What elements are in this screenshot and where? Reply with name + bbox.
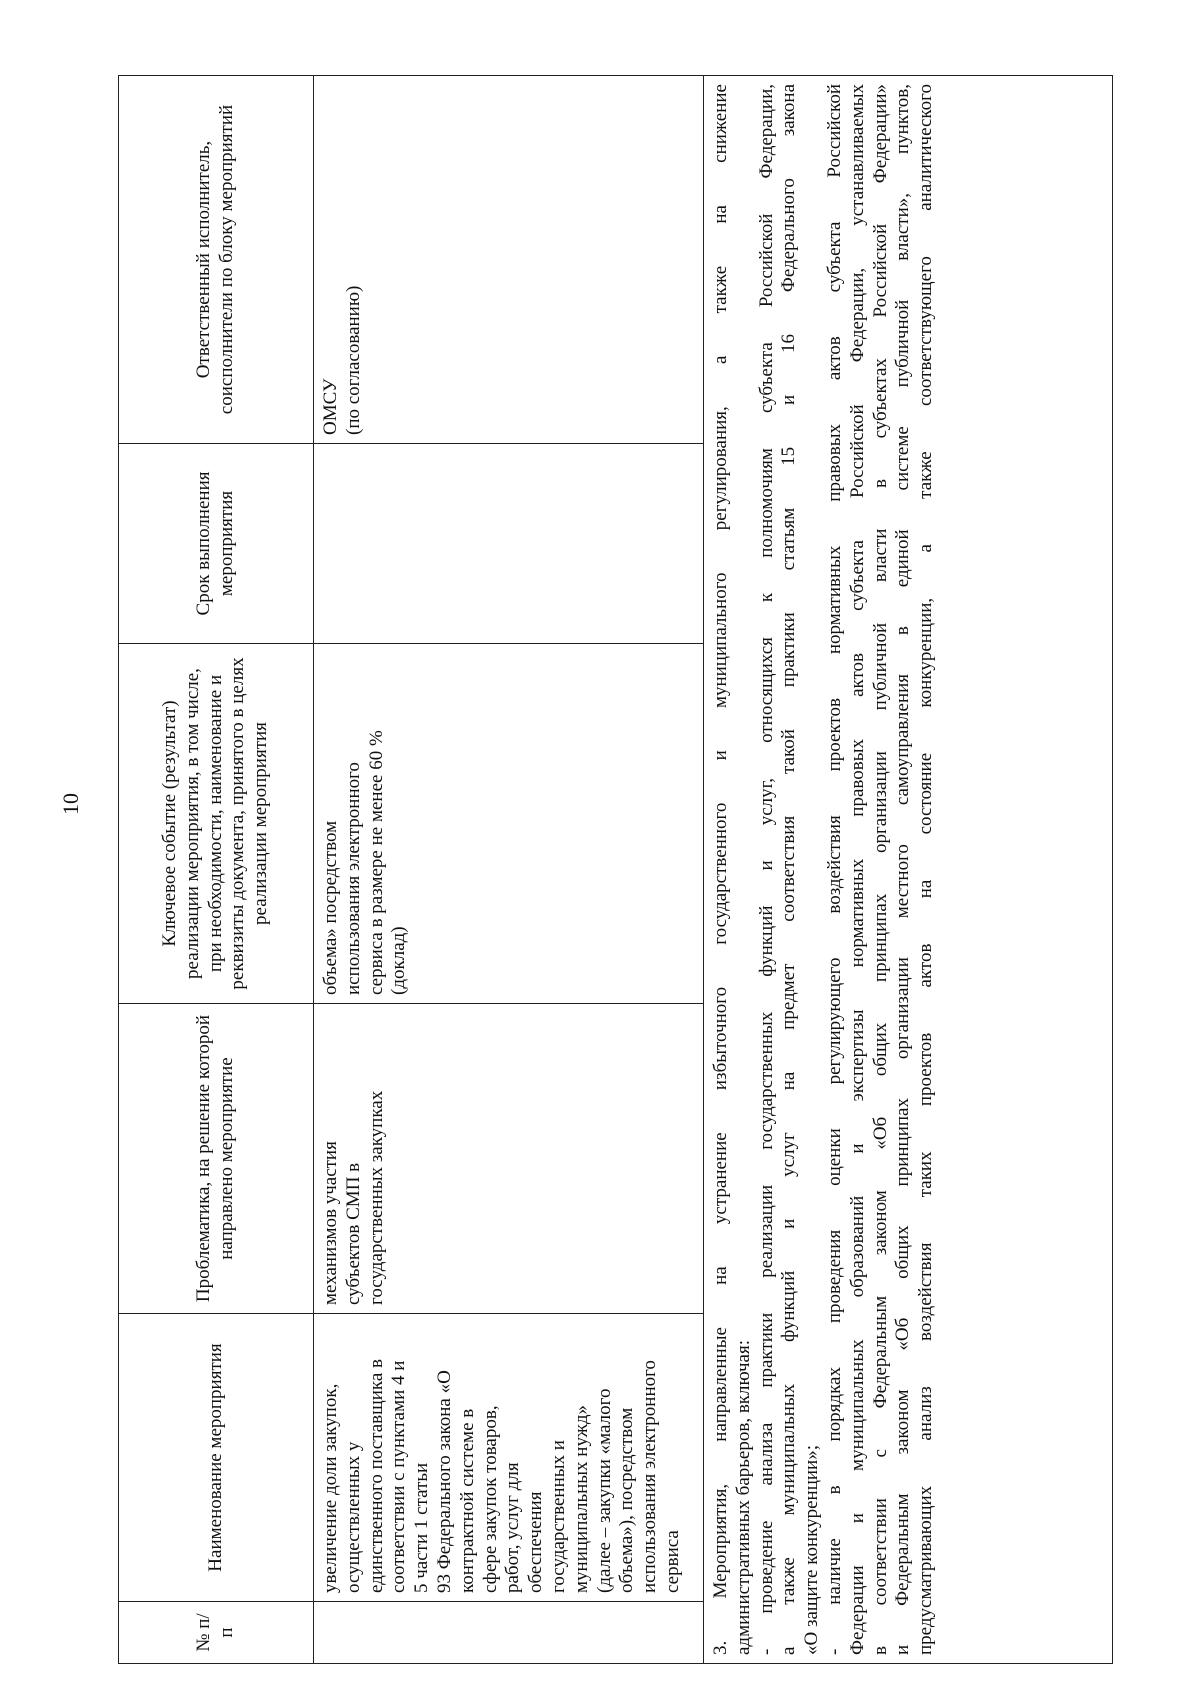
cell-key-result	[314, 644, 704, 1004]
text-line: «О защите конкуренции»;	[801, 1445, 823, 1655]
text-line: муниципальных нужд»	[570, 1404, 592, 1593]
text-line: увеличение доли закупок,	[320, 1383, 341, 1593]
text-line: использования электронного	[342, 762, 364, 995]
text-line: единственного поставщика в	[365, 1358, 387, 1593]
text-line: сервиса в размере не менее 60 %	[365, 730, 387, 995]
section-3-text	[704, 76, 1113, 1664]
header-problem: Проблематика, на решение которой направлено мероприятие	[119, 1004, 314, 1314]
header-number: № п/п	[119, 1602, 314, 1664]
text-line: сфере закупок товаров,	[479, 1405, 501, 1593]
text-line: Федерации и муниципальных образований и экспертизы нормативных правовых актов субъекта Российской Федерации, устанавливаемых	[846, 84, 868, 1655]
text-line: а также муниципальных функций и услуг на предмет соответствия такой практики статьям 15 и 16 Федерального закона	[778, 84, 800, 1655]
text-line: 5 части 1 статьи	[411, 1462, 433, 1593]
text-line: - проведение анализа практики реализации государственных функций и услуг, относящихся к полномочиям субъекта Российской Федерации,	[755, 84, 777, 1655]
text-line: предусматривающих анализ воздействия таких проектов актов на состояние конкуренции, а также соответствующего аналитического	[915, 84, 937, 1655]
measures-table	[118, 75, 1113, 1664]
text-line: и Федеральным законом «Об общих принципах организации местного самоуправления в единой системе публичной власти», пунктов,	[892, 84, 914, 1655]
text-line: (доклад)	[388, 926, 410, 995]
landscape-table-sheet	[118, 76, 1113, 1664]
cell-number	[314, 1602, 704, 1664]
text-line: работ, услуг для	[502, 1462, 524, 1593]
text-line: - наличие в порядках проведения оценки регулирующего воздействия проектов нормативных правовых актов субъекта Российской	[823, 84, 845, 1655]
text-line: 3. Мероприятия, направленные на устранение избыточного государственного и муниципального регулирования, а также на снижение	[710, 84, 731, 1655]
text-line: объема» посредством	[320, 820, 341, 995]
cell-problem	[314, 1004, 704, 1314]
header-term: Срок выполнения мероприятия	[119, 444, 314, 644]
cell-responsible	[314, 76, 704, 444]
text-line: государственных и	[547, 1440, 569, 1593]
text-line: в соответствии с Федеральным законом «Об общих принципах организации публичной власти в субъектах Российской Федерации»	[869, 84, 891, 1655]
text-line: государственных закупках	[365, 1090, 387, 1305]
text-line: механизмов участия	[320, 1141, 341, 1305]
table-row	[314, 76, 704, 1664]
text-line: (по согласованию)	[342, 285, 364, 435]
header-key-result: Ключевое событие (результат) реализации мероприятия, в том числе, при необходимости, наименование и реквизиты документа, принятого в целях реализации мероприятия	[119, 644, 314, 1004]
header-measure-name: Наименование мероприятия	[119, 1314, 314, 1602]
text-line: объема»), посредством	[616, 1407, 638, 1593]
text-line: 93 Федерального закона «О	[433, 1370, 455, 1593]
text-line: контрактной системе в	[456, 1408, 478, 1593]
text-line: субъектов СМП в	[342, 1162, 364, 1305]
text-line: соответствии с пунктами 4 и	[388, 1360, 410, 1593]
cell-measure-name	[314, 1314, 704, 1602]
text-line: обеспечения	[525, 1491, 547, 1593]
text-line: административных барьеров, включая:	[732, 1340, 754, 1655]
page-number: 10	[58, 793, 83, 815]
cell-term	[314, 444, 704, 644]
text-line: (далее – закупки «малого	[593, 1388, 615, 1593]
text-line: осуществленных у	[342, 1441, 364, 1593]
header-responsible: Ответственный исполнитель, соисполнители по блоку мероприятий	[119, 76, 314, 444]
table-header-row	[119, 76, 314, 1664]
text-line: сервиса	[661, 1530, 683, 1593]
text-line: использования электронного	[639, 1360, 661, 1593]
text-line: ОМСУ	[320, 378, 341, 435]
section-row	[704, 76, 1113, 1664]
